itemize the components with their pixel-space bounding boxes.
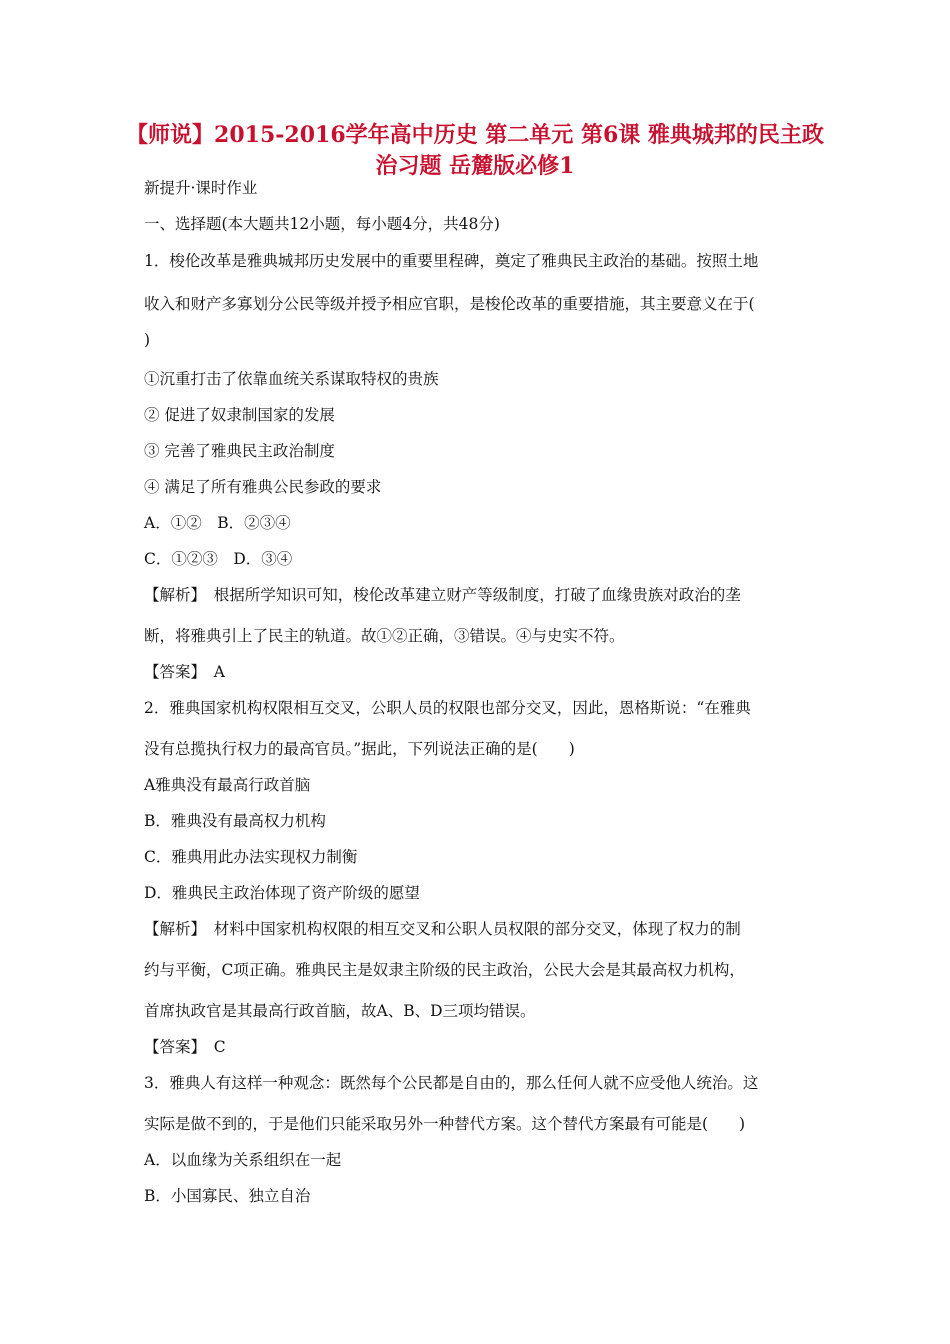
q1-analysis: 断，将雅典引上了民主的轨道。故①②正确，③错误。④与史实不符。 — [144, 627, 625, 645]
q2-option: A雅典没有最高行政首脑 — [144, 776, 311, 794]
q1-answer: 【答案】 A — [144, 663, 225, 681]
q1-analysis: 【解析】 根据所学知识可知，梭伦改革建立财产等级制度，打破了血缘贵族对政治的垄 — [144, 586, 741, 604]
q1-stem-line: 1．梭伦改革是雅典城邦历史发展中的重要里程碑，奠定了雅典民主政治的基础。按照土地 — [144, 252, 759, 270]
q3-stem-line: 实际是做不到的，于是他们只能采取另外一种替代方案。这个替代方案最有可能是( ) — [144, 1115, 746, 1133]
q2-option: D．雅典民主政治体现了资产阶级的愿望 — [144, 884, 420, 902]
q2-analysis: 【解析】 材料中国家机构权限的相互交叉和公职人员权限的部分交叉，体现了权力的制 — [144, 920, 741, 938]
q1-stem-line: 收入和财产多寡划分公民等级并授予相应官职，是梭伦改革的重要措施，其主要意义在于( — [144, 295, 755, 313]
q2-option: B．雅典没有最高权力机构 — [144, 812, 326, 830]
section-heading: 一、选择题(本大题共12小题，每小题4分，共48分) — [144, 215, 500, 233]
q2-option: C．雅典用此办法实现权力制衡 — [144, 848, 358, 866]
q1-options: A．①② B．②③④ — [144, 514, 291, 532]
q2-stem-line: 2．雅典国家机构权限相互交叉，公职人员的权限也部分交叉，因此，恩格斯说：“在雅典 — [144, 699, 751, 717]
q3-option: B．小国寡民、独立自治 — [144, 1187, 311, 1205]
q1-options: C．①②③ D．③④ — [144, 550, 293, 568]
q1-item: ② 促进了奴隶制国家的发展 — [144, 406, 335, 424]
document-title: 【师说】2015-2016学年高中历史 第二单元 第6课 雅典城邦的民主政治习题 岳麓版必修1 — [126, 122, 824, 179]
q2-analysis: 约与平衡，C项正确。雅典民主是奴隶主阶级的民主政治，公民大会是其最高权力机构， — [144, 961, 745, 979]
q2-analysis: 首席执政官是其最高行政首脑，故A、B、D三项均错误。 — [144, 1002, 536, 1020]
q1-item: ③ 完善了雅典民主政治制度 — [144, 442, 335, 460]
subtitle: 新提升·课时作业 — [144, 179, 258, 197]
q3-option: A．以血缘为关系组织在一起 — [144, 1151, 342, 1169]
q1-item: ④ 满足了所有雅典公民参政的要求 — [144, 478, 382, 496]
q3-stem-line: 3．雅典人有这样一种观念：既然每个公民都是自由的，那么任何人就不应受他人统治。这 — [144, 1074, 759, 1092]
q2-answer: 【答案】 C — [144, 1038, 226, 1056]
q2-stem-line: 没有总揽执行权力的最高官员。”据此，下列说法正确的是( ) — [144, 740, 575, 758]
q1-stem-line: ) — [144, 331, 151, 349]
q1-item: ①沉重打击了依靠血统关系谋取特权的贵族 — [144, 370, 439, 388]
